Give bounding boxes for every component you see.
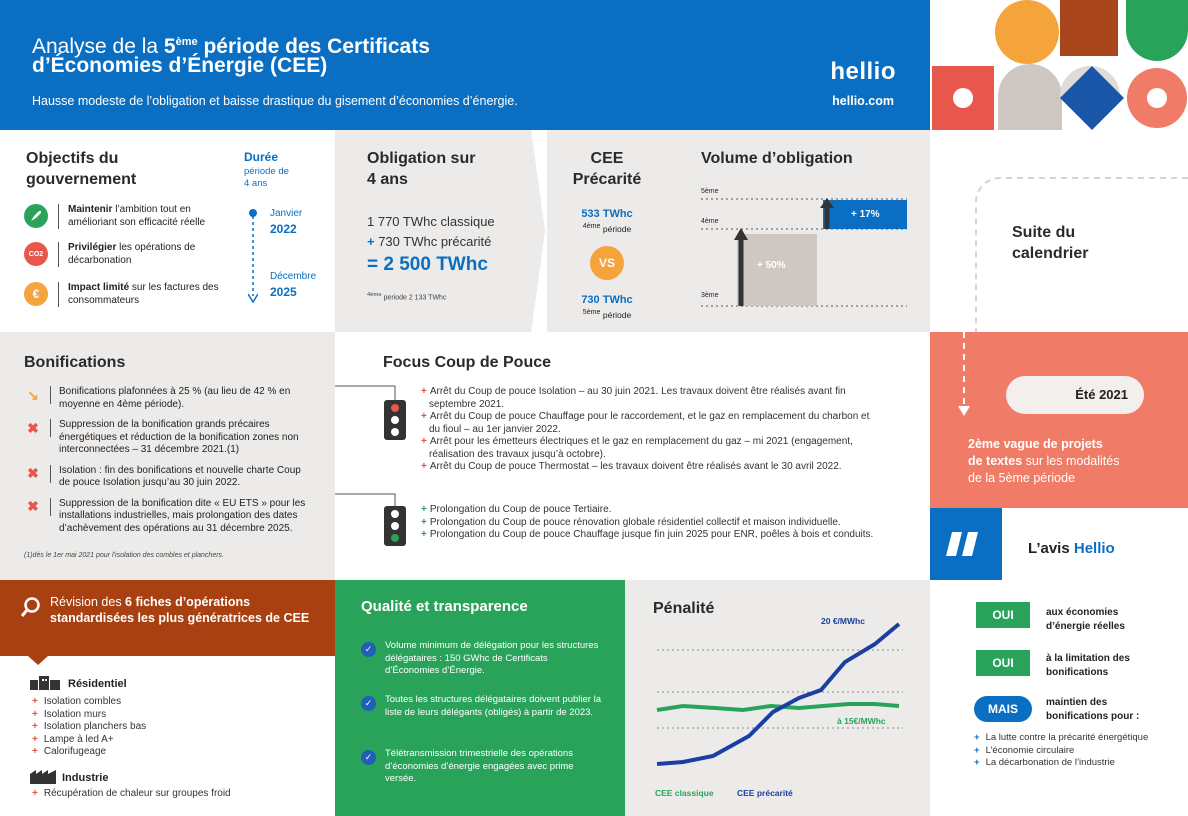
precarite-v1-sub: $^{4ème}$ période [582, 222, 632, 234]
list-item: + Arrêt du Coup de pouce Isolation – au 30 juin 2021. Les travaux doivent être réalisés avant fin septembre 2021. [421, 386, 846, 410]
mais-badge: MAIS [974, 696, 1032, 722]
qualite-title: Qualité et transparence [361, 598, 528, 615]
bonifications-title: Bonifications [24, 354, 126, 371]
factory-icon [30, 770, 56, 784]
qualite-item: ✓ Volume minimum de délégation pour les structures délégataires : 150 GWhc de Certificats d’Économies d’Énergie. [361, 640, 601, 678]
check-icon: ✓ [361, 642, 376, 657]
revision-banner [0, 580, 335, 656]
calendrier-text: 2ème vague de projets de textes sur les modalités de la 5ème période [968, 437, 1120, 485]
list-item: + La lutte contre la précarité énergétique [974, 732, 1149, 743]
coup-pouce-panel [335, 332, 930, 580]
obligation-total: = 2 500 TWhc [367, 254, 488, 275]
list-item: + L’économie circulaire [974, 744, 1075, 756]
timeline-arrow-icon [248, 208, 258, 309]
objectif-item-1: Maintenir l’ambition tout en amélioriant son efficacité réelle [58, 204, 228, 229]
objectif-item-3: Impact limité sur les factures des consommateurs [58, 282, 228, 307]
list-item: + Isolation combles [32, 696, 122, 707]
list-item: + Prolongation du Coup de pouce Tertiaire. [421, 504, 612, 515]
panel-notch [335, 130, 347, 332]
volume-title: Volume d’obligation [701, 150, 853, 167]
residentiel-list [32, 696, 312, 759]
decorative-shapes [930, 0, 1188, 130]
header-banner [0, 0, 930, 130]
list-item: ✖ Suppression de la bonification grands précaires énergétiques et réduction de la bonification zones non interconnectées – 31 décembre 2021.(1) [24, 419, 314, 457]
bonifications-footnote: (1)dès le 1er mai 2021 pour l’isolation des combles et planchers. [24, 552, 224, 559]
calendrier-salmon-block [930, 332, 1188, 508]
coup-pouce-title: Focus Coup de Pouce [383, 354, 552, 371]
obligation-note: $^{4ème}$ periode 2 133 TWhc [367, 292, 447, 302]
obligation-title: Obligation sur 4 ans [367, 150, 476, 188]
objectifs-title: Objectifs du gouvernement [26, 150, 137, 188]
cross-icon: ✖ [24, 465, 51, 483]
calendrier-badge: Été 2021 [1006, 376, 1144, 414]
volume-pct-50: + 50% [757, 260, 786, 271]
bonifications-list [24, 386, 314, 543]
traffic-lights [335, 382, 425, 552]
volume-pct-17: + 17% [851, 209, 880, 220]
rocket-icon [24, 204, 48, 233]
objectif-item-2: Privilégier les opérations de décarbonation [58, 242, 228, 267]
list-item: + Récupération de chaleur sur groupes froid [32, 788, 231, 799]
oui-badge-2: OUI [976, 650, 1030, 676]
co2-icon: CO2 [24, 242, 48, 266]
legend-classique: CEE classique [655, 788, 714, 798]
precarite-v2: 730 TWhc [581, 294, 633, 306]
precarite-title: CEE Précarité [572, 150, 642, 188]
end-year: 2025 [270, 285, 297, 299]
avis-list [974, 732, 1164, 770]
industrie-title: Industrie [62, 772, 109, 784]
calendrier-title: Suite du calendrier [1012, 224, 1089, 262]
cross-icon: ✖ [24, 498, 51, 516]
list-item: + Arrêt pour les émetteurs électriques et le gaz en remplacement du gaz – mi 2021 (engagement, réalisation des travaux jusqu’à octobre). [421, 436, 853, 460]
list-item: + Isolation murs [32, 708, 107, 720]
avis-oui-2: à la limitation des bonifications [1046, 653, 1130, 678]
list-item: ✖ Suppression de la bonification dite « EU ETS » pour les installations industrielles, mais prolongation des dates d’achèvement des opérations au 31 décembre 2025. [24, 498, 314, 536]
avis-panel [930, 580, 1188, 816]
list-item: + Arrêt du Coup de pouce Chauffage pour le raccordement, et le gaz en remplacement du charbon et du fioul – au 1er janvier 2022. [421, 411, 870, 435]
volume-label-3: 3ème [701, 292, 719, 299]
avis-title: L’avis Hellio [1028, 540, 1115, 557]
qualite-item: ✓ Télétransmission trimestrielle des opérations d’économies d’énergie engagées avec prime versée. [361, 748, 601, 786]
quote-icon [930, 508, 1002, 580]
chevron-divider [531, 130, 547, 332]
penalite-chart [653, 616, 909, 776]
list-item: ✖ Isolation : fin des bonifications et nouvelle charte Coup de pouce Isolation jusqu’au 30 juin 2022. [24, 465, 314, 490]
residential-buildings-icon [30, 674, 60, 690]
bonifications-panel [0, 332, 335, 580]
penalite-panel [625, 580, 930, 816]
duree-title: Durée [244, 150, 279, 164]
list-item: + Prolongation du Coup de pouce Chauffage jusque fin juin 2025 pour ENR, poêles à bois et conduits. [421, 529, 874, 540]
quote-icon-block [930, 508, 1002, 580]
search-icon [20, 596, 42, 618]
objectifs-panel [0, 130, 335, 332]
list-item: + Arrêt du Coup de pouce Thermostat – les travaux doivent être réalisés avant le 30 avril 2022. [421, 461, 842, 472]
start-month: Janvier [270, 208, 303, 219]
qualite-panel [335, 580, 625, 816]
hellio-url[interactable]: hellio.com [832, 94, 894, 108]
list-item: + La décarbonation de l’industrie [974, 757, 1115, 768]
page-title: Analyse de la 5ème période des Certificats [32, 35, 430, 58]
hellio-logo: hellio [830, 58, 896, 85]
residentiel-title: Résidentiel [68, 678, 127, 690]
list-item: + Prolongation du Coup de pouce rénovation globale résidentiel collectif et maison individuelle. [421, 516, 841, 528]
arrow-down-right-icon: ↘ [24, 386, 51, 404]
qualite-item: ✓ Toutes les structures délégataires doivent publier la liste de leurs délégants (obligés) à partir de 2023. [361, 694, 601, 719]
oui-badge-1: OUI [976, 602, 1030, 628]
page-subtitle: Hausse modeste de l’obligation et baisse drastique du gisement d’économies d’énergie. [32, 94, 518, 108]
duree-sub: période de 4 ans [244, 166, 289, 189]
obligation-panel [335, 130, 675, 332]
vs-badge: VS [590, 246, 624, 280]
volume-panel [675, 130, 930, 332]
penalite-label-bottom: à 15€/MWhc [837, 716, 886, 726]
penalite-label-top: 20 €/MWhc [821, 616, 865, 626]
avis-oui-1: aux économies d’énergie réelles [1046, 607, 1125, 632]
euro-icon: € [24, 282, 48, 306]
coup-pouce-green-list [421, 504, 881, 542]
start-year: 2022 [270, 222, 297, 236]
page-title-line2: d’Économies d’Énergie (CEE) [32, 54, 328, 77]
check-icon: ✓ [361, 696, 376, 711]
volume-label-5: 5ème [701, 188, 719, 195]
penalite-title: Pénalité [653, 600, 715, 617]
legend-precarite: CEE précarité [737, 788, 793, 798]
industrie-list [32, 788, 312, 801]
list-item: + Calorifugeage [32, 746, 107, 757]
revision-title: Révision des 6 fiches d’opérations standardisées les plus génératrices de CEE [50, 595, 310, 625]
obligation-precarite: + 730 TWhc précarité [367, 234, 492, 249]
cross-icon: ✖ [24, 419, 51, 437]
end-month: Décembre [270, 271, 317, 282]
coup-pouce-red-list [421, 386, 881, 474]
precarite-v2-sub: $^{5ème}$ période [582, 308, 632, 320]
list-item: ↘ Bonifications plafonnées à 25 % (au lieu de 42 % en moyenne en 4ème période). [24, 386, 314, 411]
avis-mais-text: maintien des bonifications pour : [1046, 697, 1140, 722]
list-item: + Lampe à led A+ [32, 733, 114, 745]
volume-label-4: 4ème [701, 218, 719, 225]
list-item: + Isolation planchers bas [32, 721, 147, 732]
precarite-v1: 533 TWhc [581, 208, 633, 220]
check-icon: ✓ [361, 750, 376, 765]
obligation-classique: 1 770 TWhc classique [367, 214, 495, 229]
revision-lists [0, 656, 335, 816]
